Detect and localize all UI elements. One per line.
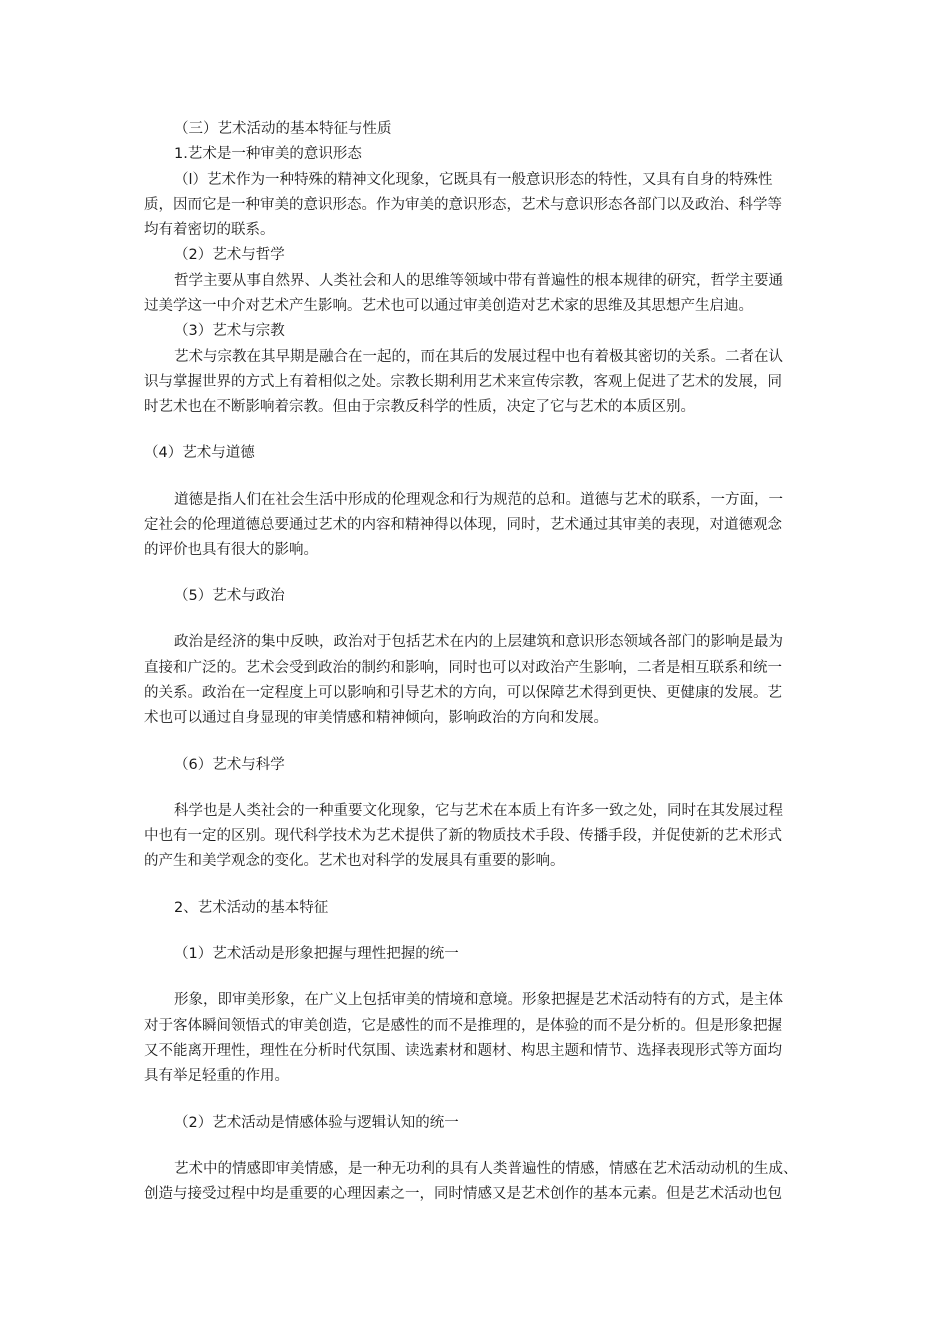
paragraph-line: 艺术中的情感即审美情感，是一种无功利的具有人类普遍性的情感，情感在艺术活动动机的生成、 xyxy=(174,1161,798,1177)
paragraph-line: 中也有一定的区别。现代科学技术为艺术提供了新的物质技术手段、传播手段，并促使新的艺术形式 xyxy=(144,828,782,844)
paragraph-line: 科学也是人类社会的一种重要文化现象，它与艺术在本质上有许多一致之处，同时在其发展过程 xyxy=(174,803,783,819)
section-heading: （三）艺术活动的基本特征与性质 xyxy=(174,121,392,137)
item-heading: （4）艺术与道德 xyxy=(144,445,255,461)
paragraph-line: 过美学这一中介对艺术产生影响。艺术也可以通过审美创造对艺术家的思维及其思想产生启迪。 xyxy=(144,298,753,314)
item-heading: （5）艺术与政治 xyxy=(174,588,285,604)
paragraph-line: 时艺术也在不断影响着宗教。但由于宗教反科学的性质，决定了它与艺术的本质区别。 xyxy=(144,399,695,415)
paragraph-line: 具有举足轻重的作用。 xyxy=(144,1068,289,1084)
paragraph-line: 质，因而它是一种审美的意识形态。作为审美的意识形态，艺术与意识形态各部门以及政治、科学等 xyxy=(144,197,782,213)
subsection-heading: 1.艺术是一种审美的意识形态 xyxy=(174,146,362,162)
paragraph-line: 形象，即审美形象，在广义上包括审美的情境和意境。形象把握是艺术活动特有的方式，是主体 xyxy=(174,992,783,1008)
paragraph-line: 的关系。政治在一定程度上可以影响和引导艺术的方向，可以保障艺术得到更快、更健康的发展。艺 xyxy=(144,685,782,701)
paragraph-line: 创造与接受过程中均是重要的心理因素之一，同时情感又是艺术创作的基本元素。但是艺术活动也包 xyxy=(144,1186,782,1202)
subsection-heading: 2、艺术活动的基本特征 xyxy=(174,900,329,916)
paragraph-line: 直接和广泛的。艺术会受到政治的制约和影响，同时也可以对政治产生影响，二者是相互联系和统一 xyxy=(144,660,782,676)
item-heading: （6）艺术与科学 xyxy=(174,757,285,773)
paragraph-line: 对于客体瞬间领悟式的审美创造，它是感性的而不是推理的，是体验的而不是分析的。但是形象把握 xyxy=(144,1018,782,1034)
item-heading: （2）艺术与哲学 xyxy=(174,247,285,263)
item-heading: （2）艺术活动是情感体验与逻辑认知的统一 xyxy=(174,1115,459,1131)
paragraph-line: 的产生和美学观念的变化。艺术也对科学的发展具有重要的影响。 xyxy=(144,853,565,869)
paragraph-line: 哲学主要从事自然界、人类社会和人的思维等领域中带有普遍性的根本规律的研究，哲学主要通 xyxy=(174,273,783,289)
paragraph-line: 道德是指人们在社会生活中形成的伦理观念和行为规范的总和。道德与艺术的联系，一方面，一 xyxy=(174,492,783,508)
item-heading: （1）艺术活动是形象把握与理性把握的统一 xyxy=(174,946,459,962)
item-heading: （3）艺术与宗教 xyxy=(174,323,285,339)
paragraph-line: 政治是经济的集中反映，政治对于包括艺术在内的上层建筑和意识形态领域各部门的影响是最为 xyxy=(174,634,783,650)
paragraph-line: （l）艺术作为一种特殊的精神文化现象，它既具有一般意识形态的特性，又具有自身的特殊性 xyxy=(174,172,773,188)
paragraph-line: 术也可以通过自身显现的审美情感和精神倾向，影响政治的方向和发展。 xyxy=(144,710,608,726)
paragraph-line: 艺术与宗教在其早期是融合在一起的，而在其后的发展过程中也有着极其密切的关系。二者在认 xyxy=(174,349,783,365)
paragraph-line: 又不能离开理性，理性在分析时代氛围、读选素材和题材、构思主题和情节、选择表现形式等方面均 xyxy=(144,1043,782,1059)
paragraph-line: 的评价也具有很大的影响。 xyxy=(144,542,318,558)
paragraph-line: 均有着密切的联系。 xyxy=(144,222,275,238)
paragraph-line: 识与掌握世界的方式上有着相似之处。宗教长期利用艺术来宣传宗教，客观上促进了艺术的发展，同 xyxy=(144,374,782,390)
paragraph-line: 定社会的伦理道德总要通过艺术的内容和精神得以体现，同时，艺术通过其审美的表现，对道德观念 xyxy=(144,517,782,533)
